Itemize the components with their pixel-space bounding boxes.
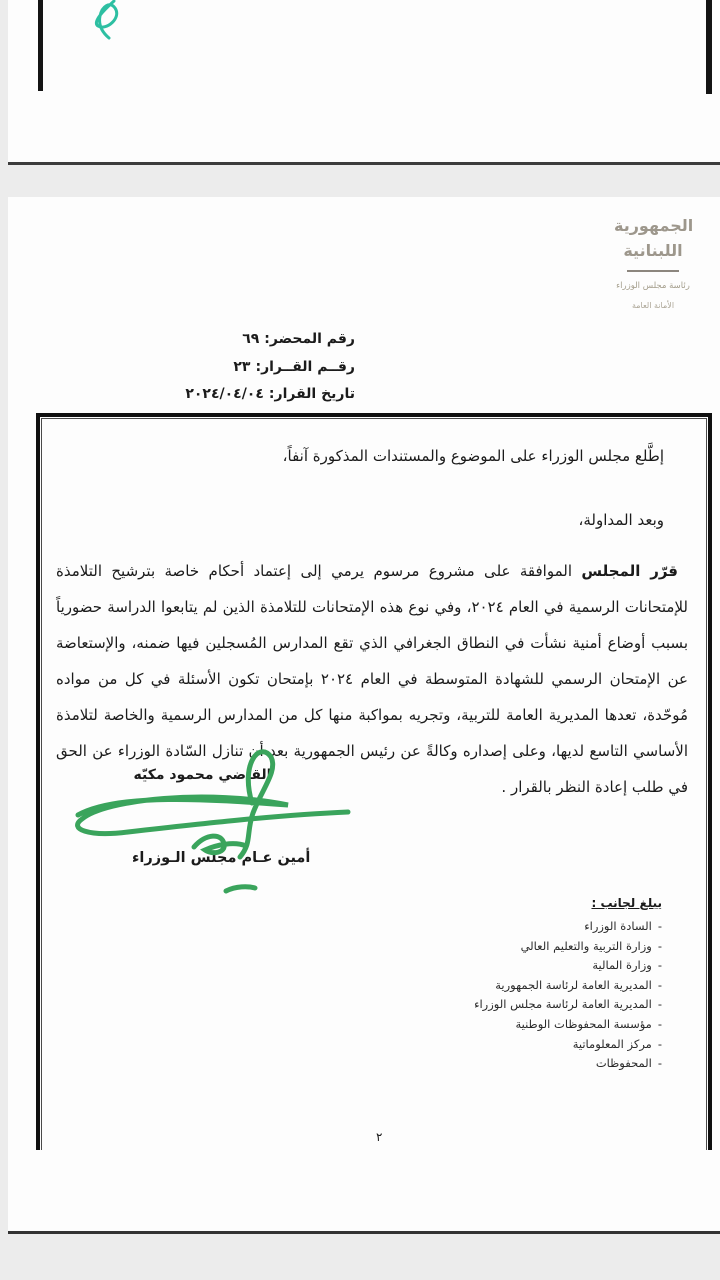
decision-lead: قرّر المجلس (581, 562, 678, 580)
letterhead-republic-line2: اللبنانية (623, 241, 683, 260)
decision-date-value: ٢٠٢٤/٠٤/٠٤ (185, 386, 264, 402)
distribution-item: -المحفوظات (595, 1056, 662, 1071)
distribution-item: -وزارة المالية (592, 958, 662, 973)
letterhead-republic-line1: الجمهورية (614, 216, 694, 235)
teal-checkmark-scribble-icon (76, 0, 136, 40)
page-number: ٢ (376, 1130, 383, 1144)
decision-number-label: رقــم القــرار: (255, 358, 355, 375)
dash-bullet: - (657, 1056, 662, 1071)
distribution-list (332, 896, 662, 1074)
dash-bullet: - (657, 919, 662, 933)
distribution-item: -المديرية العامة لرئاسة الجمهورية (495, 977, 662, 992)
signatory-name: القاضي محمود مكيّه (133, 767, 272, 783)
decision-date-label: تاريخ القرار: (268, 386, 355, 402)
distribution-item: -السادة الوزراء (584, 919, 662, 933)
dash-bullet: - (657, 1036, 662, 1051)
dash-bullet: - (657, 958, 662, 973)
document-page (8, 197, 720, 1234)
decision-body-text: الموافقة على مشروع مرسوم يرمي إلى إعتماد أحكام خاصة بترشيح التلامذة للإمتحانات الرسمية في العام ٢٠٢٤، وفي نوع هذه الإمتحانات للتلامذة الذين لم يتابعوا الدراسة حضورياً بسبب أوضاع أمنية نشأت في النطاق الجغرافي الذي تقع المدارس المُسجلين فيها ضمنه، والإستعاضة عن الإمتحان الرسمي للشهادة المتوسطة في العام ٢٠٢٤ بإمتحان تكون الأسئلة في كل من مواده مُوحّدة، تعدها المديرية العامة للتربية، وتجريه بمواكبة منها كل من المدارس الرسمية والخاصة لتلامذة الأساسي التاسع لديها، وعلى إصداره وكالةً عن رئيس الجمهورية بعد أن تنازل السّادة الوزراء عن الحق في طلب إعادة النظر بالقرار . (56, 562, 688, 796)
dash-bullet: - (657, 1016, 662, 1031)
distribution-item: -مركز المعلوماتية (572, 1036, 662, 1051)
document-meta (63, 326, 355, 409)
distribution-item: -مؤسسة المحفوظات الوطنية (515, 1016, 662, 1031)
letterhead-presidency: رئاسة مجلس الوزراء (616, 281, 690, 291)
distribution-item: -المديرية العامة لرئاسة مجلس الوزراء (474, 997, 662, 1012)
previous-page-fragment (8, 0, 720, 165)
signature-scribble-icon (56, 741, 360, 909)
letterhead (614, 213, 692, 311)
decision-text-box (36, 413, 712, 1150)
dash-bullet: - (657, 997, 662, 1012)
signatory-title: أمين عـام مجلس الـوزراء (132, 850, 311, 866)
decision-number-line (63, 354, 355, 382)
letterhead-secretariat: الأمانة العامة (631, 301, 675, 310)
deliberation-statement: وبعد المداولة، (578, 511, 664, 529)
dash-bullet: - (657, 938, 662, 953)
minutes-number-line (63, 326, 355, 354)
letterhead-divider (627, 270, 679, 272)
previous-box-right-border (706, 0, 712, 94)
decision-date-line (63, 381, 355, 409)
dash-bullet: - (657, 977, 662, 992)
minutes-number-label: رقم المحضر: (264, 331, 355, 347)
minutes-number-value: ٦٩ (242, 331, 260, 347)
decision-number-value: ٢٣ (233, 358, 251, 375)
distribution-item: -وزارة التربية والتعليم العالي (520, 938, 662, 953)
distribution-header: يبلغ لجانب : (591, 896, 662, 910)
opening-statement: إطَّلع مجلس الوزراء على الموضوع والمستندات المذكورة آنفاً، (282, 447, 664, 465)
previous-box-left-border (38, 0, 43, 91)
